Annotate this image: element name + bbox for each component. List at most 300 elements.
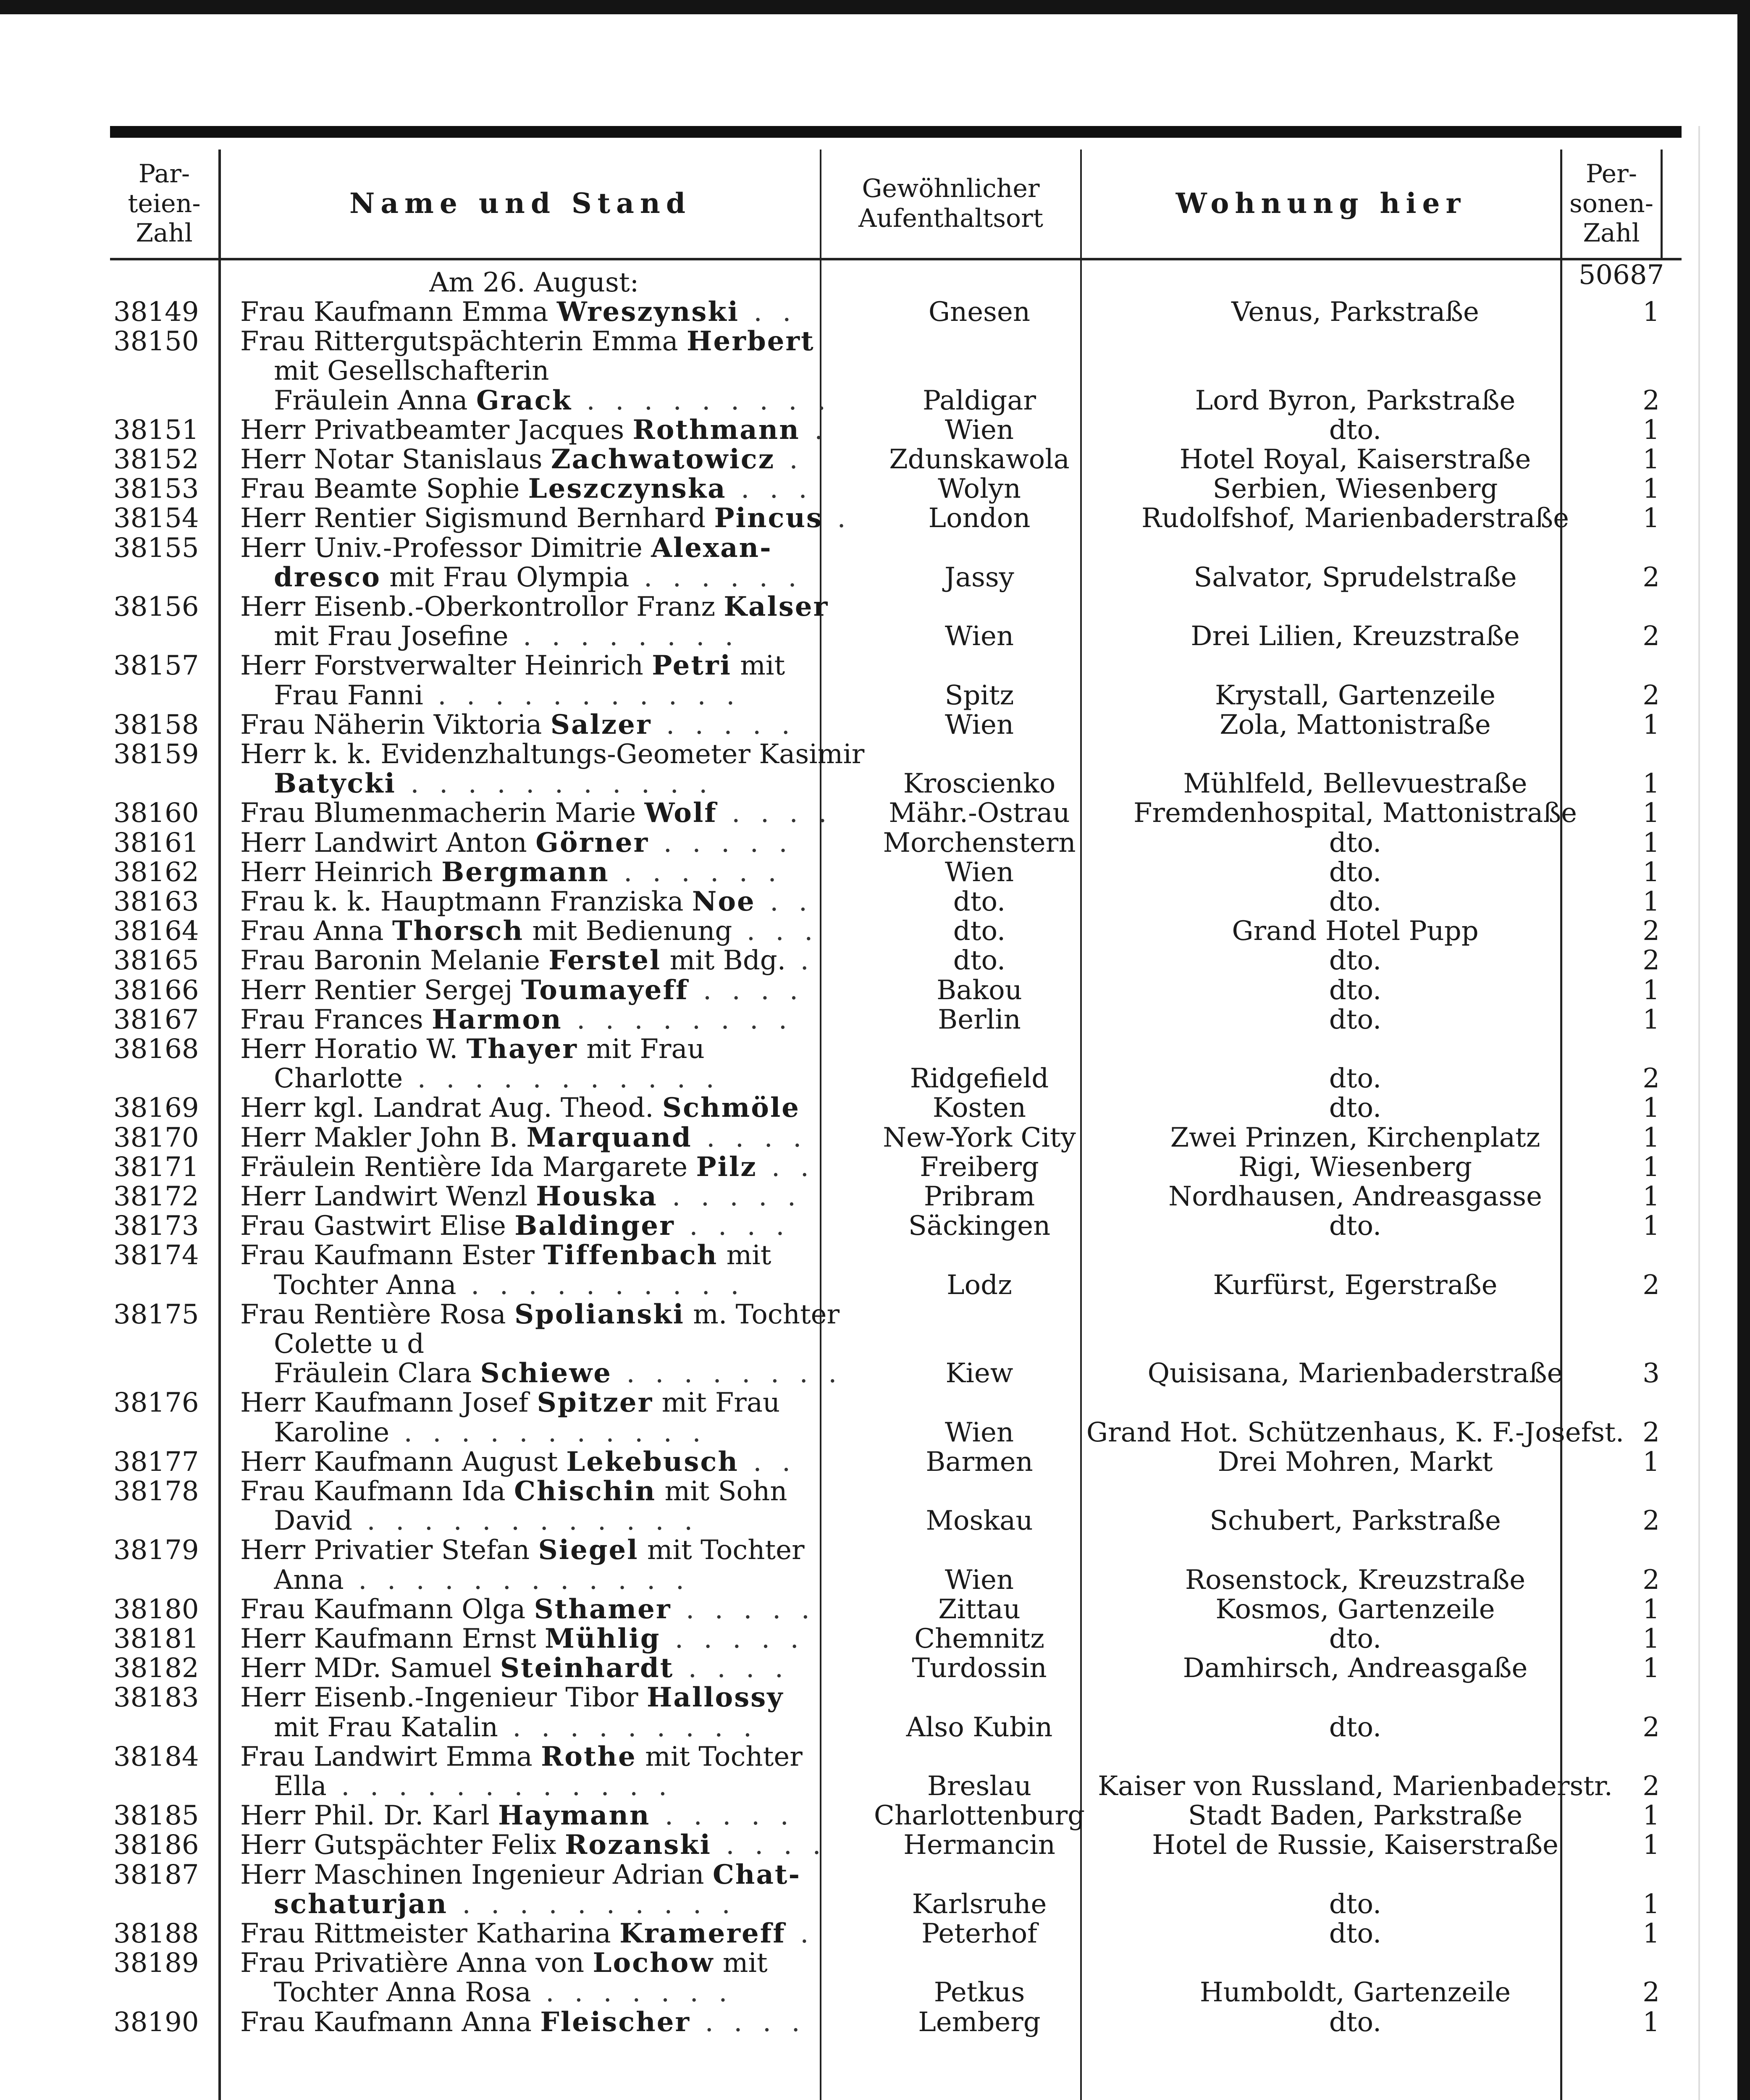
surname: Alexan- <box>651 533 772 563</box>
party-number: 38190 <box>113 2007 199 2037</box>
party-number: 38179 <box>113 1536 199 1565</box>
person-count: 1 <box>1642 975 1660 1005</box>
guest-name-and-status <box>240 1093 921 1123</box>
lodging-address: dto. <box>1329 975 1382 1005</box>
lodging-address: Krystall, Gartenzeile <box>1215 680 1496 710</box>
name-text: Colette u d <box>274 1329 425 1359</box>
leader-dots: . <box>800 415 829 445</box>
usual-residence: Säckingen <box>908 1211 1051 1241</box>
name-suffix: mit Frau Olympia <box>380 562 630 592</box>
surname: Rozanski <box>565 1830 711 1860</box>
usual-residence: Wien <box>945 1565 1014 1595</box>
name-text: Fräulein Anna <box>274 386 476 415</box>
leader-dots: . . . . <box>690 2007 806 2037</box>
leader-dots: . . . . . <box>660 1624 805 1654</box>
guest-name-and-status <box>240 828 921 858</box>
name-text: Frau Näherin Viktoria <box>240 710 551 740</box>
party-number: 38165 <box>113 946 199 976</box>
usual-residence: Moskau <box>926 1506 1033 1536</box>
surname: Thayer <box>466 1034 578 1064</box>
party-number: 38160 <box>113 798 199 828</box>
table-row-continuation <box>110 1565 1682 1595</box>
guest-name-and-status <box>274 1565 921 1595</box>
lodging-address: dto. <box>1329 1093 1382 1123</box>
name-text: Herr Privatbeamter Jacques <box>240 415 633 445</box>
guest-name-and-status <box>274 622 921 651</box>
leader-dots: . . . . <box>674 1211 790 1241</box>
surname: Bergmann <box>441 857 609 887</box>
table-row <box>110 1683 1682 1712</box>
person-count: 1 <box>1642 1594 1660 1624</box>
name-text: Herr Kaufmann Ernst <box>240 1624 545 1654</box>
guest-name-and-status <box>240 858 921 887</box>
person-count: 1 <box>1642 1919 1660 1948</box>
person-count: 2 <box>1642 946 1660 976</box>
name-suffix: mit Tochter <box>638 1536 805 1565</box>
usual-residence: Kiew <box>945 1359 1013 1389</box>
table-row <box>110 887 1682 916</box>
person-count: 1 <box>1642 1830 1660 1860</box>
usual-residence: Jassy <box>945 562 1014 592</box>
leader-dots: . . . . <box>717 798 833 828</box>
usual-residence: Wolyn <box>938 474 1021 504</box>
table-row-continuation <box>110 1064 1682 1093</box>
party-number: 38173 <box>113 1211 199 1241</box>
surname: Fleischer <box>540 2007 691 2037</box>
person-count: 2 <box>1642 622 1660 651</box>
surname: Chischin <box>514 1477 656 1506</box>
guest-name-and-status <box>240 1595 921 1624</box>
person-count: 2 <box>1642 562 1660 592</box>
table-row <box>110 1182 1682 1211</box>
name-text: Frau Beamte Sophie <box>240 474 528 504</box>
lodging-address: dto. <box>1329 1005 1382 1034</box>
guest-name-and-status <box>240 798 921 828</box>
party-number: 38155 <box>113 533 199 563</box>
name-text: Herr Forstverwalter Heinrich <box>240 651 652 681</box>
date-heading: Am 26. August: <box>429 268 639 297</box>
party-number: 38157 <box>113 651 199 681</box>
table-row <box>110 740 1682 769</box>
header-name-und-stand: Name und Stand <box>349 187 692 220</box>
table-row <box>110 1447 1682 1477</box>
usual-residence: dto. <box>953 916 1006 946</box>
table-row-continuation <box>110 563 1682 592</box>
table-row-continuation <box>110 1890 1682 1919</box>
usual-residence: Turdossin <box>912 1654 1047 1683</box>
table-row-continuation <box>110 622 1682 651</box>
guest-name-and-status <box>274 1418 921 1447</box>
name-text: Herr Gutspächter Felix <box>240 1830 565 1860</box>
person-count: 2 <box>1642 1064 1660 1094</box>
lodging-address: Drei Mohren, Markt <box>1217 1447 1493 1477</box>
party-number: 38188 <box>113 1919 199 1948</box>
table-row <box>110 798 1682 828</box>
leader-dots: . . . . . . . . . . . <box>389 1418 707 1447</box>
lodging-address: Stadt Baden, Parkstraße <box>1188 1801 1523 1831</box>
surname: Marquand <box>526 1123 692 1152</box>
table-row <box>110 1005 1682 1034</box>
usual-residence: Wien <box>945 415 1014 445</box>
name-text: Fräulein Rentière Ida Margarete <box>240 1152 696 1182</box>
table-row <box>110 1919 1682 1948</box>
table-row <box>110 1536 1682 1565</box>
table-row-continuation <box>110 1506 1682 1536</box>
name-text: Ella <box>274 1772 327 1801</box>
usual-residence: Breslau <box>927 1772 1032 1801</box>
lodging-address: Zwei Prinzen, Kirchenplatz <box>1170 1123 1540 1152</box>
surname: Toumayeff <box>521 975 689 1005</box>
party-number: 38181 <box>113 1624 199 1654</box>
name-text: David <box>274 1506 353 1536</box>
party-number: 38166 <box>113 975 199 1005</box>
name-suffix: mit <box>718 1241 771 1270</box>
guest-name-and-status <box>240 1624 921 1654</box>
table-row <box>110 504 1682 533</box>
usual-residence: Gnesen <box>928 297 1031 327</box>
guest-name-and-status <box>274 356 921 386</box>
table-row <box>110 327 1682 356</box>
guest-name-and-status <box>274 1064 921 1093</box>
surname: Herbert <box>687 327 815 357</box>
person-count: 1 <box>1642 297 1660 327</box>
name-text: Anna <box>274 1565 344 1595</box>
header-parteien-zahl: Par- teien- Zahl <box>128 159 201 248</box>
person-count: 2 <box>1642 1418 1660 1447</box>
surname: Rothmann <box>632 415 800 445</box>
party-number: 38180 <box>113 1594 199 1624</box>
guest-name-and-status <box>240 1830 921 1860</box>
lodging-address: Lord Byron, Parkstraße <box>1195 386 1516 415</box>
table-row <box>110 1595 1682 1624</box>
guest-name-and-status <box>240 1388 921 1418</box>
leader-dots: . . <box>757 1152 815 1182</box>
name-text: Frau Rittmeister Katharina <box>240 1919 620 1948</box>
guest-name-and-status <box>240 976 921 1005</box>
guest-name-and-status <box>240 887 921 916</box>
person-count: 2 <box>1642 916 1660 946</box>
guest-name-and-status <box>240 916 921 946</box>
lodging-address: Grand Hot. Schützenhaus, K. F.-Josefst. <box>1086 1418 1624 1447</box>
lodging-address: Hotel de Russie, Kaiserstraße <box>1152 1830 1558 1860</box>
name-suffix: mit <box>731 651 785 681</box>
usual-residence: Mähr.-Ostrau <box>889 798 1070 828</box>
lodging-address: Rosenstock, Kreuzstraße <box>1185 1565 1526 1595</box>
name-suffix: mit <box>714 1948 768 1978</box>
leader-dots: . . . . . <box>650 1801 795 1831</box>
surname: Wolf <box>644 798 717 828</box>
guest-name-and-status <box>240 1801 921 1830</box>
surname: Schiewe <box>480 1359 612 1389</box>
surname: Lekebusch <box>566 1447 739 1477</box>
usual-residence: Lemberg <box>918 2007 1041 2037</box>
name-text: Herr Kaufmann August <box>240 1447 567 1477</box>
party-number: 38183 <box>113 1683 199 1713</box>
usual-residence: Charlottenburg <box>874 1801 1085 1831</box>
name-suffix: mit Sohn <box>656 1477 787 1506</box>
table-row <box>110 2008 1682 2037</box>
table-row <box>110 1801 1682 1830</box>
party-number: 38182 <box>113 1654 199 1683</box>
guest-name-and-status <box>240 415 921 445</box>
table-row-continuation <box>110 1270 1682 1300</box>
person-count: 1 <box>1642 798 1660 828</box>
guest-name-and-status <box>274 1270 921 1300</box>
person-count: 2 <box>1642 1978 1660 2008</box>
lodging-address: Rigi, Wiesenberg <box>1238 1152 1472 1182</box>
leader-dots: . . . . . . . . <box>612 1359 843 1389</box>
table-row <box>110 1093 1682 1123</box>
table-row-continuation <box>110 1772 1682 1801</box>
surname: Steinhardt <box>500 1654 674 1683</box>
surname: Tiffenbach <box>543 1241 718 1270</box>
surname: Spolianski <box>514 1299 685 1329</box>
party-number: 38168 <box>113 1034 199 1064</box>
table-row <box>110 592 1682 622</box>
guest-name-and-status <box>240 1683 921 1712</box>
name-text: Herr Notar Stanislaus <box>240 445 551 474</box>
table-row <box>110 297 1682 327</box>
person-count: 1 <box>1642 415 1660 445</box>
usual-residence: Lodz <box>947 1270 1012 1300</box>
table-row-continuation <box>110 1713 1682 1742</box>
person-count: 1 <box>1642 504 1660 533</box>
leader-dots: . . . . . <box>671 1594 816 1624</box>
person-count: 1 <box>1642 1211 1660 1241</box>
table-header <box>110 150 1682 260</box>
name-text: Herr Maschinen Ingenieur Adrian <box>240 1860 713 1890</box>
person-count: 1 <box>1642 1152 1660 1182</box>
leader-dots: . <box>785 1919 815 1948</box>
usual-residence: Paldigar <box>923 386 1036 415</box>
person-count: 2 <box>1642 1506 1660 1536</box>
table-row-continuation <box>110 1418 1682 1447</box>
leader-dots: . <box>775 445 804 474</box>
surname: Leszczynska <box>528 474 727 504</box>
guest-name-and-status <box>274 1329 921 1359</box>
table-row <box>110 858 1682 887</box>
leader-dots: . . . . . <box>657 1182 802 1211</box>
guest-name-and-status <box>240 1152 921 1182</box>
leader-dots: . . <box>755 887 813 916</box>
person-count: 1 <box>1642 710 1660 740</box>
table-row-continuation <box>110 1978 1682 2007</box>
lodging-address: dto. <box>1329 1889 1382 1919</box>
table-row <box>110 1830 1682 1860</box>
guest-name-and-status <box>240 504 921 533</box>
table-row <box>110 1152 1682 1182</box>
leader-dots: . . . . <box>688 975 804 1005</box>
lodging-address: dto. <box>1329 946 1382 976</box>
surname: Thorsch <box>392 916 524 946</box>
surname: Sthamer <box>534 1594 672 1624</box>
person-count: 1 <box>1642 1624 1660 1654</box>
lodging-address: Damhirsch, Andreasgaße <box>1183 1654 1528 1683</box>
leader-dots: . . . <box>726 474 813 504</box>
person-count: 1 <box>1642 1801 1660 1831</box>
table-row-continuation <box>110 356 1682 386</box>
lodging-address: Humboldt, Gartenzeile <box>1199 1978 1511 2008</box>
lodging-address: Hotel Royal, Kaiserstraße <box>1179 445 1531 474</box>
name-text: mit Frau Katalin <box>274 1712 498 1742</box>
usual-residence: Kosten <box>932 1093 1026 1123</box>
guest-name-and-status <box>274 1713 921 1742</box>
guest-name-and-status <box>274 386 921 415</box>
table-row <box>110 946 1682 975</box>
name-suffix: m. Tochter <box>684 1299 840 1329</box>
usual-residence: Wien <box>945 1418 1014 1447</box>
table-row <box>110 1860 1682 1890</box>
person-count: 3 <box>1642 1359 1660 1389</box>
name-text: Tochter Anna <box>274 1270 457 1300</box>
table-row <box>110 1624 1682 1654</box>
party-number: 38163 <box>113 887 199 916</box>
person-count: 1 <box>1642 857 1660 887</box>
guest-name-and-status <box>240 474 921 504</box>
surname: Schmöle <box>662 1093 800 1123</box>
lodging-address: Kurfürst, Egerstraße <box>1213 1270 1498 1300</box>
guest-name-and-status <box>240 297 921 327</box>
leader-dots: . . . . . . <box>609 857 782 887</box>
usual-residence: Kroscienko <box>903 769 1056 799</box>
table-row <box>110 1211 1682 1241</box>
leader-dots: . . . . . . . . . . . . <box>344 1565 690 1595</box>
name-text: Frau Kaufmann Olga <box>240 1594 534 1624</box>
surname: Harmon <box>432 1005 562 1034</box>
table-row-continuation <box>110 386 1682 415</box>
surname: Haymann <box>498 1801 651 1831</box>
surname: Chat- <box>712 1860 801 1890</box>
usual-residence: Wien <box>945 622 1014 651</box>
name-text: Frau Rittergutspächterin Emma <box>240 327 687 357</box>
person-count: 1 <box>1642 887 1660 916</box>
carry-over-total: 50687 <box>1578 260 1664 291</box>
name-suffix: mit Frau <box>653 1388 780 1418</box>
person-count: 1 <box>1642 1447 1660 1477</box>
surname: Görner <box>535 828 649 858</box>
table-row <box>110 474 1682 504</box>
lodging-address: Kosmos, Gartenzeile <box>1215 1594 1495 1624</box>
surname: Salzer <box>550 710 652 740</box>
person-count: 1 <box>1642 1889 1660 1919</box>
usual-residence: Ridgefield <box>910 1064 1049 1094</box>
party-number: 38185 <box>113 1801 199 1831</box>
person-count: 1 <box>1642 2007 1660 2037</box>
usual-residence: dto. <box>953 887 1006 916</box>
name-text: Frau Anna <box>240 916 392 946</box>
name-text: Herr Rentier Sigismund Bernhard <box>240 504 714 533</box>
lodging-address: dto. <box>1329 1211 1382 1241</box>
lodging-address: dto. <box>1329 1064 1382 1094</box>
usual-residence: Zdunskawola <box>889 445 1070 474</box>
lodging-address: Mühlfeld, Bellevuestraße <box>1183 769 1527 799</box>
lodging-address: dto. <box>1329 2007 1382 2037</box>
guest-name-and-status <box>274 563 921 592</box>
name-text: Fräulein Clara <box>274 1359 480 1389</box>
person-count: 2 <box>1642 1712 1660 1742</box>
leader-dots: . . . . . . <box>629 562 803 592</box>
party-number: 38186 <box>113 1830 199 1860</box>
name-text: Frau k. k. Hauptmann Franziska <box>240 887 692 916</box>
name-suffix: mit Frau <box>577 1034 705 1064</box>
guest-name-and-status <box>274 1890 921 1919</box>
surname: dresco <box>274 562 381 592</box>
guest-name-and-status <box>274 1978 921 2007</box>
leader-dots: . . . . . . . . . <box>498 1712 758 1742</box>
scan-border-right <box>1737 0 1750 2100</box>
person-count: 1 <box>1642 474 1660 504</box>
person-count: 2 <box>1642 680 1660 710</box>
lodging-address: dto. <box>1329 857 1382 887</box>
lodging-address: Salvator, Sprudelstraße <box>1194 562 1517 592</box>
usual-residence: Karlsruhe <box>912 1889 1047 1919</box>
guest-name-and-status <box>240 946 921 975</box>
person-count: 2 <box>1642 1270 1660 1300</box>
name-text: Herr Heinrich <box>240 857 442 887</box>
party-number: 38175 <box>113 1299 199 1329</box>
surname: Baldinger <box>514 1211 675 1241</box>
leader-dots: . . . . . . . . . . . . <box>352 1506 699 1536</box>
lodging-address: Grand Hotel Pupp <box>1232 916 1479 946</box>
party-number: 38152 <box>113 445 199 474</box>
table-row-continuation <box>110 681 1682 710</box>
party-number: 38149 <box>113 297 199 327</box>
party-number: 38176 <box>113 1388 199 1418</box>
leader-dots: . <box>786 946 815 976</box>
table-row <box>110 710 1682 740</box>
party-number: 38170 <box>113 1123 199 1152</box>
leader-dots: . . . <box>732 916 819 946</box>
name-text: Herr Rentier Sergej <box>240 975 521 1005</box>
lodging-address: Serbien, Wiesenberg <box>1212 474 1498 504</box>
lodging-address: Drei Lilien, Kreuzstraße <box>1191 622 1520 651</box>
party-number: 38187 <box>113 1860 199 1890</box>
usual-residence: Chemnitz <box>914 1624 1044 1654</box>
register-body <box>110 260 1682 2100</box>
usual-residence: Petkus <box>934 1978 1025 2008</box>
guest-name-and-status <box>240 1182 921 1211</box>
lodging-address: Venus, Parkstraße <box>1231 297 1479 327</box>
leader-dots: . . <box>738 1447 797 1477</box>
person-count: 1 <box>1642 1654 1660 1683</box>
table-row <box>110 415 1682 445</box>
leader-dots: . . . . . . . . <box>508 622 740 651</box>
party-number: 38172 <box>113 1182 199 1211</box>
table-row <box>110 1948 1682 1978</box>
name-text: Frau Kaufmann Ester <box>240 1241 543 1270</box>
name-text: Frau Kaufmann Emma <box>240 297 557 327</box>
leader-dots: . . . . . . . . . . <box>456 1270 745 1300</box>
table-row <box>110 1742 1682 1772</box>
usual-residence: Pribram <box>924 1182 1035 1211</box>
table-row <box>110 976 1682 1005</box>
guest-name-and-status <box>240 327 921 356</box>
guest-name-and-status <box>240 1005 921 1034</box>
guest-name-and-status <box>274 1359 921 1388</box>
leader-dots: . . . . . . . . <box>562 1005 793 1034</box>
leader-dots: . . . . . . . <box>531 1978 733 2008</box>
surname: Pilz <box>696 1152 757 1182</box>
name-text: mit Gesellschafterin <box>274 356 549 386</box>
leader-dots: . . . . . . . . . . <box>447 1889 736 1919</box>
surname: Pincus <box>714 504 823 533</box>
name-suffix: mit Bdg. <box>661 946 786 976</box>
guest-name-and-status <box>240 740 921 769</box>
person-count: 2 <box>1642 1772 1660 1801</box>
party-number: 38158 <box>113 710 199 740</box>
lodging-address: Fremdenhospital, Mattonistraße <box>1133 798 1577 828</box>
name-text: Herr Landwirt Wenzl <box>240 1182 536 1211</box>
